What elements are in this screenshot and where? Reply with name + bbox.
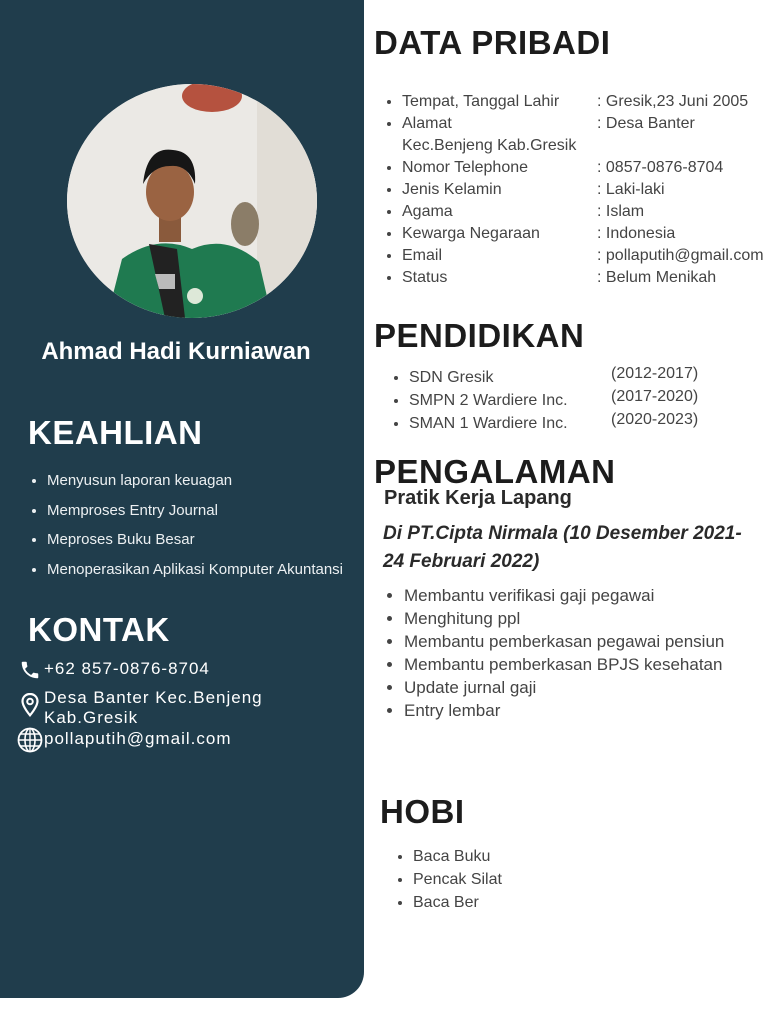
item-label: Status bbox=[402, 269, 448, 286]
contact-address-text: Desa Banter Kec.Benjeng Kab.Gresik bbox=[44, 688, 263, 727]
item-value: : Belum Menikah bbox=[597, 269, 717, 286]
list-item: • Baca Buku bbox=[413, 845, 502, 868]
item-label: Tempat, Tanggal Lahir bbox=[402, 93, 560, 110]
list-item bbox=[402, 179, 768, 201]
list-item: • Menyusun laporan keuagan bbox=[47, 466, 349, 496]
school-name: SMPN 2 Wardiere Inc. bbox=[409, 392, 568, 409]
list-item: • Membantu verifikasi gaji pegawai bbox=[404, 584, 752, 607]
experience-subtitle: Pratik Kerja Lapang bbox=[384, 487, 572, 509]
school-years: (2012-2017) bbox=[611, 365, 699, 382]
location-pin-icon bbox=[16, 694, 44, 716]
item-label: Jenis Kelamin bbox=[402, 181, 502, 198]
item-value: : Islam bbox=[597, 203, 645, 220]
experience-place: Di PT.Cipta Nirmala (10 Desember 2021-24 Februari 2022) bbox=[383, 523, 742, 572]
list-item: • Baca Ber bbox=[413, 891, 502, 914]
item-label: Email bbox=[402, 247, 443, 264]
list-item: • Membantu pemberkasan pegawai pensiun bbox=[404, 630, 752, 653]
contact-heading: KONTAK bbox=[28, 611, 170, 648]
list-item bbox=[402, 91, 768, 113]
education-heading: PENDIDIKAN bbox=[374, 317, 585, 354]
item-value: : Laki-laki bbox=[597, 181, 665, 198]
profile-photo bbox=[67, 84, 317, 318]
school-years: (2017-2020) bbox=[611, 388, 699, 405]
globe-icon bbox=[16, 727, 44, 753]
personal-heading: DATA PRIBADI bbox=[374, 24, 611, 61]
list-item bbox=[402, 223, 768, 245]
list-item: • Menoperasikan Aplikasi Komputer Akuntansi bbox=[47, 555, 349, 585]
item-label: Kewarga Negaraan bbox=[402, 225, 540, 242]
contact-phone bbox=[16, 659, 210, 681]
hobby-list bbox=[395, 845, 502, 914]
skills-heading: KEAHLIAN bbox=[28, 414, 203, 451]
item-label: Agama bbox=[402, 203, 453, 220]
education-list bbox=[392, 365, 699, 435]
item-label: Nomor Telephone bbox=[402, 159, 529, 176]
list-item bbox=[409, 388, 699, 412]
list-item: • Membantu pemberkasan BPJS kesehatan bbox=[404, 653, 752, 676]
item-value: : Indonesia bbox=[597, 225, 676, 242]
school-name: SMAN 1 Wardiere Inc. bbox=[409, 415, 568, 432]
item-value: : pollaputih@gmail.com bbox=[597, 247, 764, 264]
experience-heading: PENGALAMAN bbox=[374, 453, 616, 490]
list-item bbox=[402, 245, 768, 267]
item-value: : Gresik,23 Juni 2005 bbox=[597, 93, 749, 110]
list-item bbox=[409, 365, 699, 389]
contact-email bbox=[16, 727, 232, 753]
list-item bbox=[402, 113, 768, 157]
list-item: • Update jurnal gaji bbox=[404, 676, 752, 699]
hobby-heading: HOBI bbox=[380, 793, 465, 830]
item-label: Alamat bbox=[402, 115, 452, 132]
list-item bbox=[402, 157, 768, 179]
list-item: • Pencak Silat bbox=[413, 868, 502, 891]
phone-icon bbox=[16, 659, 44, 681]
contact-email-text: pollaputih@gmail.com bbox=[44, 729, 232, 748]
contact-address bbox=[16, 688, 314, 728]
school-years: (2020-2023) bbox=[611, 411, 699, 428]
list-item bbox=[402, 201, 768, 223]
contact-phone-text: +62 857-0876-8704 bbox=[44, 659, 210, 678]
list-item bbox=[409, 411, 699, 435]
list-item: • Memproses Entry Journal bbox=[47, 496, 349, 526]
profile-name: Ahmad Hadi Kurniawan bbox=[41, 338, 311, 365]
list-item: • Menghitung ppl bbox=[404, 607, 752, 630]
list-item: • Meproses Buku Besar bbox=[47, 525, 349, 555]
item-value: : 0857-0876-8704 bbox=[597, 159, 724, 176]
sidebar bbox=[0, 0, 364, 998]
experience-list bbox=[384, 584, 752, 722]
skills-list bbox=[28, 466, 349, 584]
personal-list bbox=[384, 91, 768, 289]
list-item: • Entry lembar bbox=[404, 699, 752, 722]
school-name: SDN Gresik bbox=[409, 369, 494, 386]
list-item bbox=[402, 267, 768, 289]
item-value: : Desa Banter Kec.Benjeng Kab.Gresik bbox=[402, 115, 695, 154]
